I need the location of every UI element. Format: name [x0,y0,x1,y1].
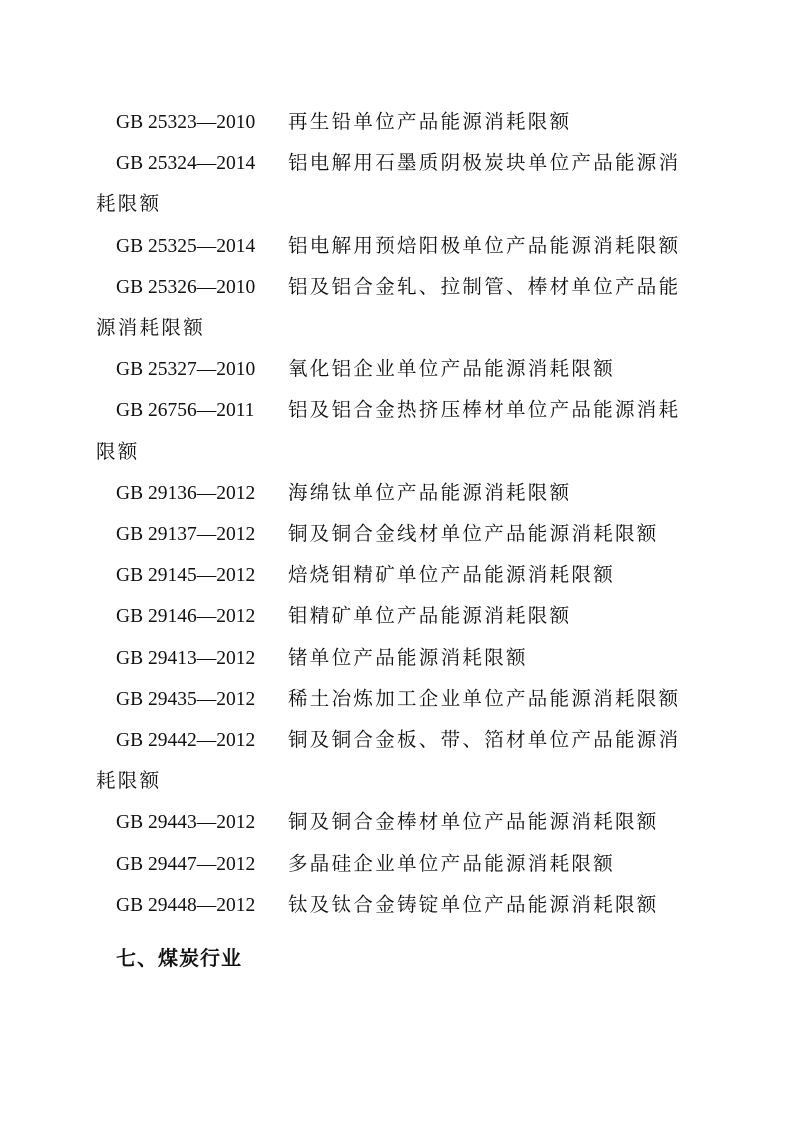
standard-entry [96,349,700,390]
standard-code: GB 29447—2012 [116,853,256,875]
standard-entry [96,267,700,349]
standard-title: 铝及铝合金热挤压棒材单位产品能源消耗限额 [96,400,681,463]
standard-entry [96,802,700,843]
standard-code: GB 29435—2012 [116,688,256,710]
standard-entry [96,596,700,637]
standard-title: 再生铅单位产品能源消耗限额 [288,112,572,133]
standards-list [96,102,700,926]
standard-entry [96,844,700,885]
standard-entry [96,638,700,679]
standard-code: GB 29137—2012 [116,524,256,546]
standard-title: 焙烧钼精矿单位产品能源消耗限额 [288,565,616,587]
standard-entry [96,102,700,143]
standard-title: 多晶硅企业单位产品能源消耗限额 [288,853,616,875]
standard-title: 氧化铝企业单位产品能源消耗限额 [288,359,616,381]
standard-entry [96,720,700,802]
standard-title: 海绵钛单位产品能源消耗限额 [288,482,572,504]
standard-title: 锗单位产品能源消耗限额 [288,647,528,669]
standard-code: GB 29448—2012 [116,894,256,916]
standard-code: GB 25327—2010 [116,359,256,381]
standard-entry [96,679,700,720]
standard-entry [96,473,700,514]
standard-code: GB 29442—2012 [116,730,256,752]
standard-code: GB 26756—2011 [116,400,255,422]
standard-title: 铜及铜合金板、带、箔材单位产品能源消耗限额 [96,730,681,793]
standard-title: 稀土冶炼加工企业单位产品能源消耗限额 [288,688,681,710]
standard-entry [96,390,700,472]
standard-title: 铝电解用预焙阳极单位产品能源消耗限额 [288,235,681,257]
standard-code: GB 29443—2012 [116,812,256,834]
standard-code: GB 25325—2014 [116,235,256,257]
standard-title: 钼精矿单位产品能源消耗限额 [288,606,572,628]
standard-code: GB 25324—2014 [116,153,256,175]
standard-code: GB 29413—2012 [116,647,256,669]
standard-title: 铝电解用石墨质阴极炭块单位产品能源消耗限额 [96,153,681,216]
standard-title: 铜及铜合金线材单位产品能源消耗限额 [288,524,659,546]
standard-entry [96,514,700,555]
standard-code: GB 29146—2012 [116,606,256,628]
standard-title: 钛及钛合金铸锭单位产品能源消耗限额 [288,894,659,916]
standard-code: GB 25326—2010 [116,276,256,298]
standard-title: 铜及铜合金棒材单位产品能源消耗限额 [288,812,659,834]
standard-entry [96,143,700,225]
standard-entry [96,555,700,596]
standard-entry [96,226,700,267]
standard-code: GB 29145—2012 [116,565,256,587]
section-heading: 七、煤炭行业 [116,946,242,970]
standard-entry [96,885,700,926]
standard-title: 铝及铝合金轧、拉制管、棒材单位产品能源消耗限额 [96,276,681,340]
standard-code: GB 29136—2012 [116,482,256,504]
standard-code: GB 25323—2010 [116,112,256,133]
